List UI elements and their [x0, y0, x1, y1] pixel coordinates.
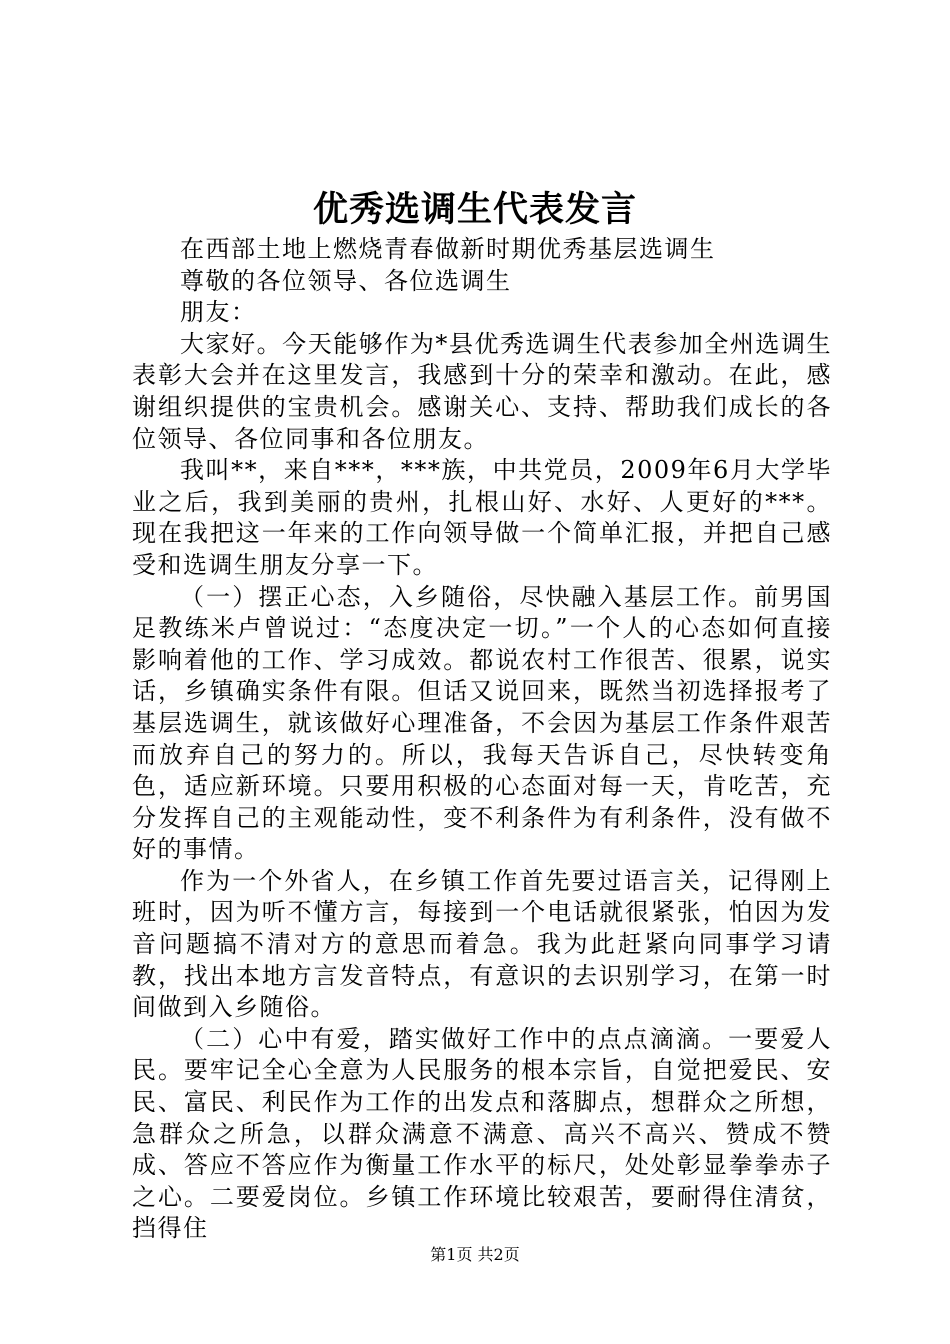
document-title: 优秀选调生代表发言 — [312, 189, 637, 230]
document-body — [132, 234, 832, 1245]
body-paragraph: 我叫**，来自***，***族，中共党员，2009年6月大学毕业之后，我到美丽的贵州，扎根山好、水好、人更好的***。现在我把这一年来的工作向领导做一个简单汇报，并把自己感受和选调生朋友分享一下。 — [132, 456, 832, 579]
page-footer: 第1页 共2页 — [430, 1245, 520, 1264]
body-paragraph: （一）摆正心态，入乡随俗，尽快融入基层工作。前男国足教练米卢曾说过：“态度决定一切。”一个人的心态如何直接影响着他的工作、学习成效。都说农村工作很苦、很累，说实话，乡镇确实条件有限。但话又说回来，既然当初选择报考了基层选调生，就该做好心理准备，不会因为基层工作条件艰苦而放弃自己的努力的。所以，我每天告诉自己，尽快转变角色，适应新环境。只要用积极的心态面对每一天，肯吃苦，充分发挥自己的主观能动性，变不利条件为有利条件，没有做不好的事情。 — [132, 582, 832, 864]
body-paragraph: 大家好。今天能够作为*县优秀选调生代表参加全州选调生表彰大会并在这里发言，我感到十分的荣幸和激动。在此，感谢组织提供的宝贵机会。感谢关心、支持、帮助我们成长的各位领导、各位同事和各位朋友。 — [132, 329, 832, 453]
subtitle-paragraph: 在西部土地上燃烧青春做新时期优秀基层选调生 — [180, 235, 716, 263]
salutation-line: 尊敬的各位领导、各位选调生 — [180, 266, 512, 295]
body-paragraph: （二）心中有爱，踏实做好工作中的点点滴滴。一要爱人民。要牢记全心全意为人民服务的根本宗旨，自觉把爱民、安民、富民、利民作为工作的出发点和落脚点，想群众之所想，急群众之所急，以群众满意不满意、高兴不高兴、赞成不赞成、答应不答应作为衡量工作水平的标尺，处处彰显拳拳赤子之心。二要爱岗位。乡镇工作环境比较艰苦，要耐得住清贫，挡得住 — [132, 1024, 832, 1243]
body-paragraph: 作为一个外省人，在乡镇工作首先要过语言关，记得刚上班时，因为听不懂方言，每接到一个电话就很紧张，怕因为发音问题搞不清对方的意思而着急。我为此赶紧向同事学习请教，找出本地方言发音特点，有意识的去识别学习，在第一时间做到入乡随俗。 — [132, 866, 832, 1022]
salutation-line: 朋友： — [180, 298, 257, 327]
